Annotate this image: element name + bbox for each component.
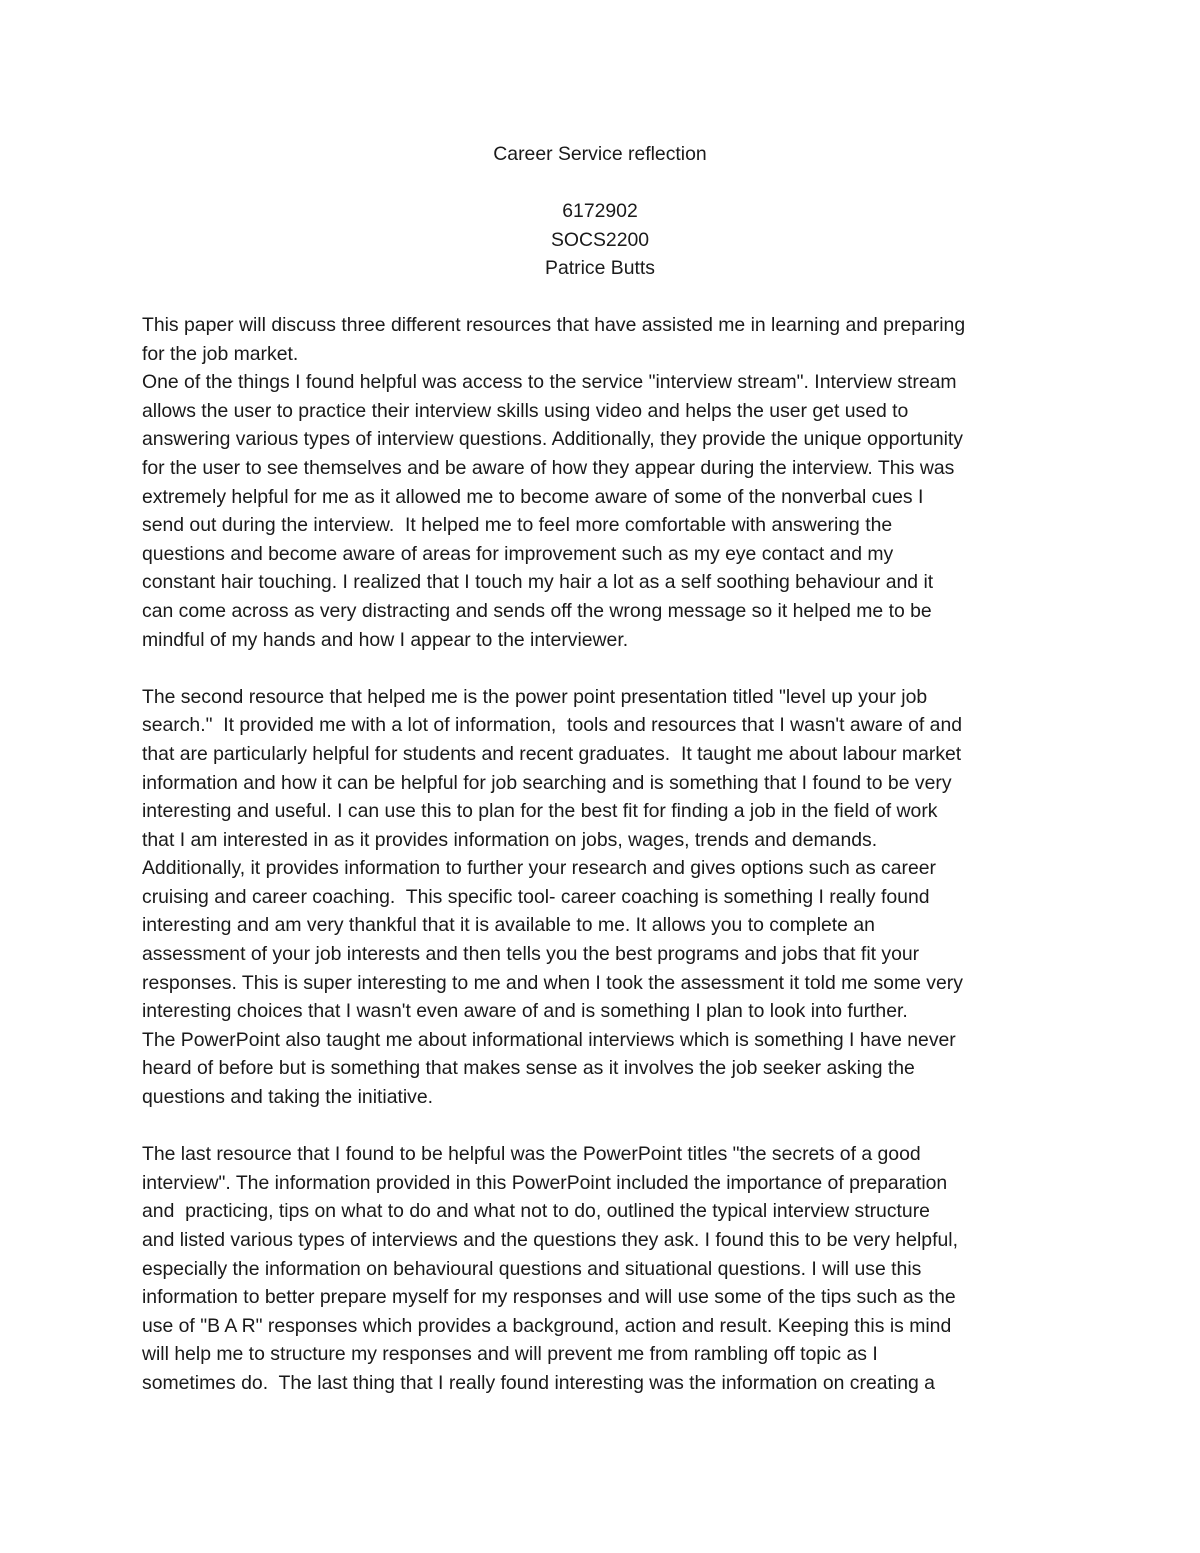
text-line: Additionally, it provides information to further your research and gives options such as career — [142, 857, 936, 880]
text-line: allows the user to practice their interview skills using video and helps the user get used to — [142, 399, 909, 422]
student-id: 6172902 — [562, 200, 638, 223]
text-line: that I am interested in as it provides information on jobs, wages, trends and demands. — [142, 828, 878, 851]
text-line: responses. This is super interesting to me and when I took the assessment it told me some very — [142, 971, 963, 994]
course-code: SOCS2200 — [550, 228, 650, 251]
paragraph-break — [142, 654, 1082, 683]
text-line: answering various types of interview questions. Additionally, they provide the unique opportunity — [142, 428, 963, 451]
text-line: interesting and useful. I can use this to plan for the best fit for finding a job in the field of work — [142, 800, 938, 823]
text-line: This paper will discuss three different resources that have assisted me in learning and preparing — [142, 314, 966, 336]
text-line: send out during the interview. It helped me to feel more comfortable with answering the — [142, 514, 893, 537]
text-line: search." It provided me with a lot of information, tools and resources that I wasn't aware of and — [142, 714, 963, 737]
text-line: information to better prepare myself for my responses and will use some of the tips such as the — [142, 1286, 956, 1309]
author-name: Patrice Butts — [545, 257, 655, 280]
text-line: sometimes do. The last thing that I really found interesting was the information on creating a — [142, 1371, 935, 1394]
text-line: One of the things I found helpful was access to the service "interview stream". Interview stream — [142, 371, 957, 394]
spacer — [0, 169, 1200, 198]
text-line: interview". The information provided in this PowerPoint included the importance of preparation — [142, 1171, 948, 1194]
text-line: information and how it can be helpful for job searching and is something that I found to be very — [142, 771, 952, 794]
text-line: The last resource that I found to be helpful was the PowerPoint titles "the secrets of a good — [142, 1143, 921, 1166]
text-line: heard of before but is something that makes sense as it involves the job seeker asking the — [142, 1057, 915, 1080]
text-line: mindful of my hands and how I appear to the interviewer. — [142, 628, 629, 651]
document-body — [142, 311, 1082, 1398]
paragraph — [142, 683, 1082, 1112]
text-line: extremely helpful for me as it allowed me to become aware of some of the nonverbal cues I — [142, 485, 924, 508]
text-line: cruising and career coaching. This specific tool- career coaching is something I really found — [142, 885, 930, 908]
text-line: The PowerPoint also taught me about informational interviews which is something I have never — [142, 1028, 956, 1051]
text-line: interesting and am very thankful that it is available to me. It allows you to complete an — [142, 914, 875, 937]
text-line: questions and become aware of areas for improvement such as my eye contact and my — [142, 542, 894, 565]
text-line: and listed various types of interviews and the questions they ask. I found this to be very helpful, — [142, 1229, 958, 1251]
text-line: for the job market. — [142, 342, 299, 365]
text-line: especially the information on behavioural questions and situational questions. I will use this — [142, 1257, 922, 1280]
text-line: that are particularly helpful for students and recent graduates. It taught me about labour market — [142, 742, 962, 765]
paragraph — [142, 311, 1082, 654]
text-line: interesting choices that I wasn't even aware of and is something I plan to look into further. — [142, 1000, 908, 1023]
text-line: assessment of your job interests and then tells you the best programs and jobs that fit your — [142, 943, 920, 966]
text-line: use of "B A R" responses which provides a background, action and result. Keeping this is mind — [142, 1314, 952, 1337]
text-line: can come across as very distracting and sends off the wrong message so it helped me to be — [142, 599, 932, 622]
text-line: constant hair touching. I realized that I touch my hair a lot as a self soothing behaviour and it — [142, 571, 934, 594]
text-line: and practicing, tips on what to do and what not to do, outlined the typical interview structure — [142, 1200, 930, 1223]
text-line: for the user to see themselves and be aware of how they appear during the interview. This was — [142, 456, 955, 479]
text-line: questions and taking the initiative. — [142, 1086, 434, 1109]
document-title: Career Service reflection — [493, 143, 707, 165]
text-line: The second resource that helped me is the power point presentation titled "level up your job — [142, 685, 928, 708]
text-line: will help me to structure my responses and will prevent me from rambling off topic as I — [142, 1343, 878, 1366]
document-header — [0, 140, 1200, 283]
paragraph-break — [142, 1112, 1082, 1141]
paragraph — [142, 1140, 1082, 1397]
